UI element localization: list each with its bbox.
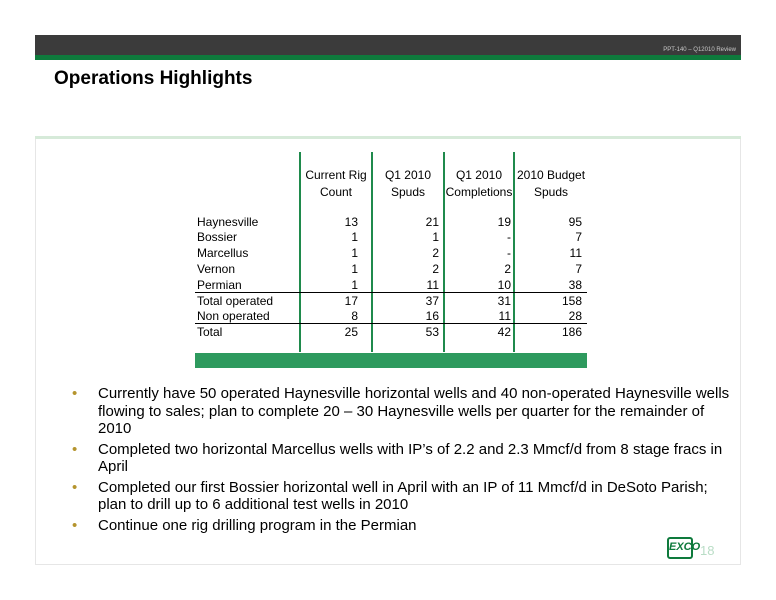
cell-q1-completions: 10	[497, 278, 511, 292]
header-bar	[35, 35, 741, 55]
cell-q1-spuds: 11	[426, 278, 439, 292]
cell-rig-count: 1	[351, 278, 358, 292]
table-row	[195, 229, 587, 245]
bullet-marker: •	[72, 478, 78, 496]
cell-budget-spuds: 38	[568, 278, 582, 292]
table-row	[195, 214, 587, 230]
row-label: Bossier	[197, 230, 238, 244]
logo-text: EXCO	[669, 541, 701, 553]
cell-budget-spuds: 11	[569, 246, 582, 260]
cell-rig-count: 1	[351, 262, 358, 276]
cell-rig-count: 8	[351, 309, 358, 323]
table-row	[195, 324, 587, 340]
cell-q1-completions: 11	[498, 309, 511, 323]
cell-q1-spuds: 1	[432, 230, 439, 244]
header-code: PPT-140 – Q12010 Review	[663, 47, 736, 53]
bullet-text: Currently have 50 operated Haynesville horizontal wells and 40 non-operated Haynesville wells flowing to sales; plan to complete 20 – 30 Haynesville wells per quarter for the remainder of 2010	[98, 385, 730, 437]
row-label: Permian	[197, 278, 242, 292]
list-item	[72, 479, 732, 514]
highlights-list	[72, 385, 732, 537]
list-item	[72, 517, 732, 535]
cell-q1-completions: -	[507, 246, 511, 260]
row-label: Total operated	[197, 294, 274, 308]
exco-logo	[667, 537, 701, 559]
bullet-text: Completed two horizontal Marcellus wells with IP’s of 2.2 and 2.3 Mmcf/d from 8 stage fracs in April	[98, 440, 723, 475]
cell-q1-completions: -	[507, 230, 511, 244]
cell-rig-count: 1	[351, 230, 358, 244]
header-accent-bar	[35, 55, 741, 60]
cell-budget-spuds: 95	[568, 215, 582, 229]
cell-budget-spuds: 7	[575, 230, 582, 244]
column-header-budget-spuds: 2010 Budget Spuds	[516, 168, 586, 199]
table-row	[195, 308, 587, 324]
row-label: Vernon	[197, 262, 236, 276]
cell-rig-count: 25	[344, 325, 358, 339]
cell-budget-spuds: 7	[575, 262, 582, 276]
column-header-q1-completions: Q1 2010 Completions	[445, 168, 513, 199]
table-row	[195, 277, 587, 293]
frame-left-border	[35, 139, 36, 564]
cell-q1-completions: 19	[497, 215, 511, 229]
row-label: Total	[197, 325, 223, 339]
cell-budget-spuds: 158	[561, 294, 582, 308]
table-footer-bar	[195, 353, 587, 368]
cell-q1-spuds: 2	[432, 246, 439, 260]
list-item	[72, 385, 732, 438]
list-item	[72, 441, 732, 476]
cell-q1-completions: 2	[504, 262, 511, 276]
cell-q1-spuds: 37	[425, 294, 439, 308]
title-divider	[35, 136, 741, 139]
cell-q1-spuds: 53	[425, 325, 439, 339]
cell-q1-spuds: 16	[425, 309, 439, 323]
bullet-text: Completed our first Bossier horizontal well in April with an IP of 11 Mmcf/d in DeSoto Parish; plan to drill up to 6 additional test wells in 2010	[98, 478, 708, 513]
cell-q1-completions: 42	[497, 325, 511, 339]
table-row	[195, 293, 587, 309]
frame-right-border	[740, 139, 741, 564]
bullet-text: Continue one rig drilling program in the Permian	[98, 516, 417, 534]
row-label: Non operated	[197, 309, 270, 323]
cell-rig-count: 13	[344, 215, 358, 229]
cell-q1-spuds: 21	[425, 215, 439, 229]
cell-q1-spuds: 2	[432, 262, 439, 276]
bullet-marker: •	[72, 385, 78, 402]
table-row	[195, 261, 587, 277]
row-label: Marcellus	[197, 246, 249, 260]
bullet-marker: •	[72, 440, 78, 458]
cell-rig-count: 1	[351, 246, 358, 260]
page-number: 18	[700, 543, 715, 558]
operations-table	[195, 152, 587, 368]
bullet-marker: •	[72, 516, 78, 534]
page-title: Operations Highlights	[54, 68, 253, 89]
row-label: Haynesville	[197, 215, 259, 229]
column-header-q1-spuds: Q1 2010 Spuds	[384, 168, 432, 199]
frame-bottom-border	[35, 564, 741, 565]
cell-q1-completions: 31	[497, 294, 511, 308]
column-header-rig-count: Current Rig Count	[305, 168, 367, 199]
cell-budget-spuds: 28	[568, 309, 582, 323]
cell-budget-spuds: 186	[561, 325, 582, 339]
table-row	[195, 245, 587, 261]
cell-rig-count: 17	[344, 294, 358, 308]
